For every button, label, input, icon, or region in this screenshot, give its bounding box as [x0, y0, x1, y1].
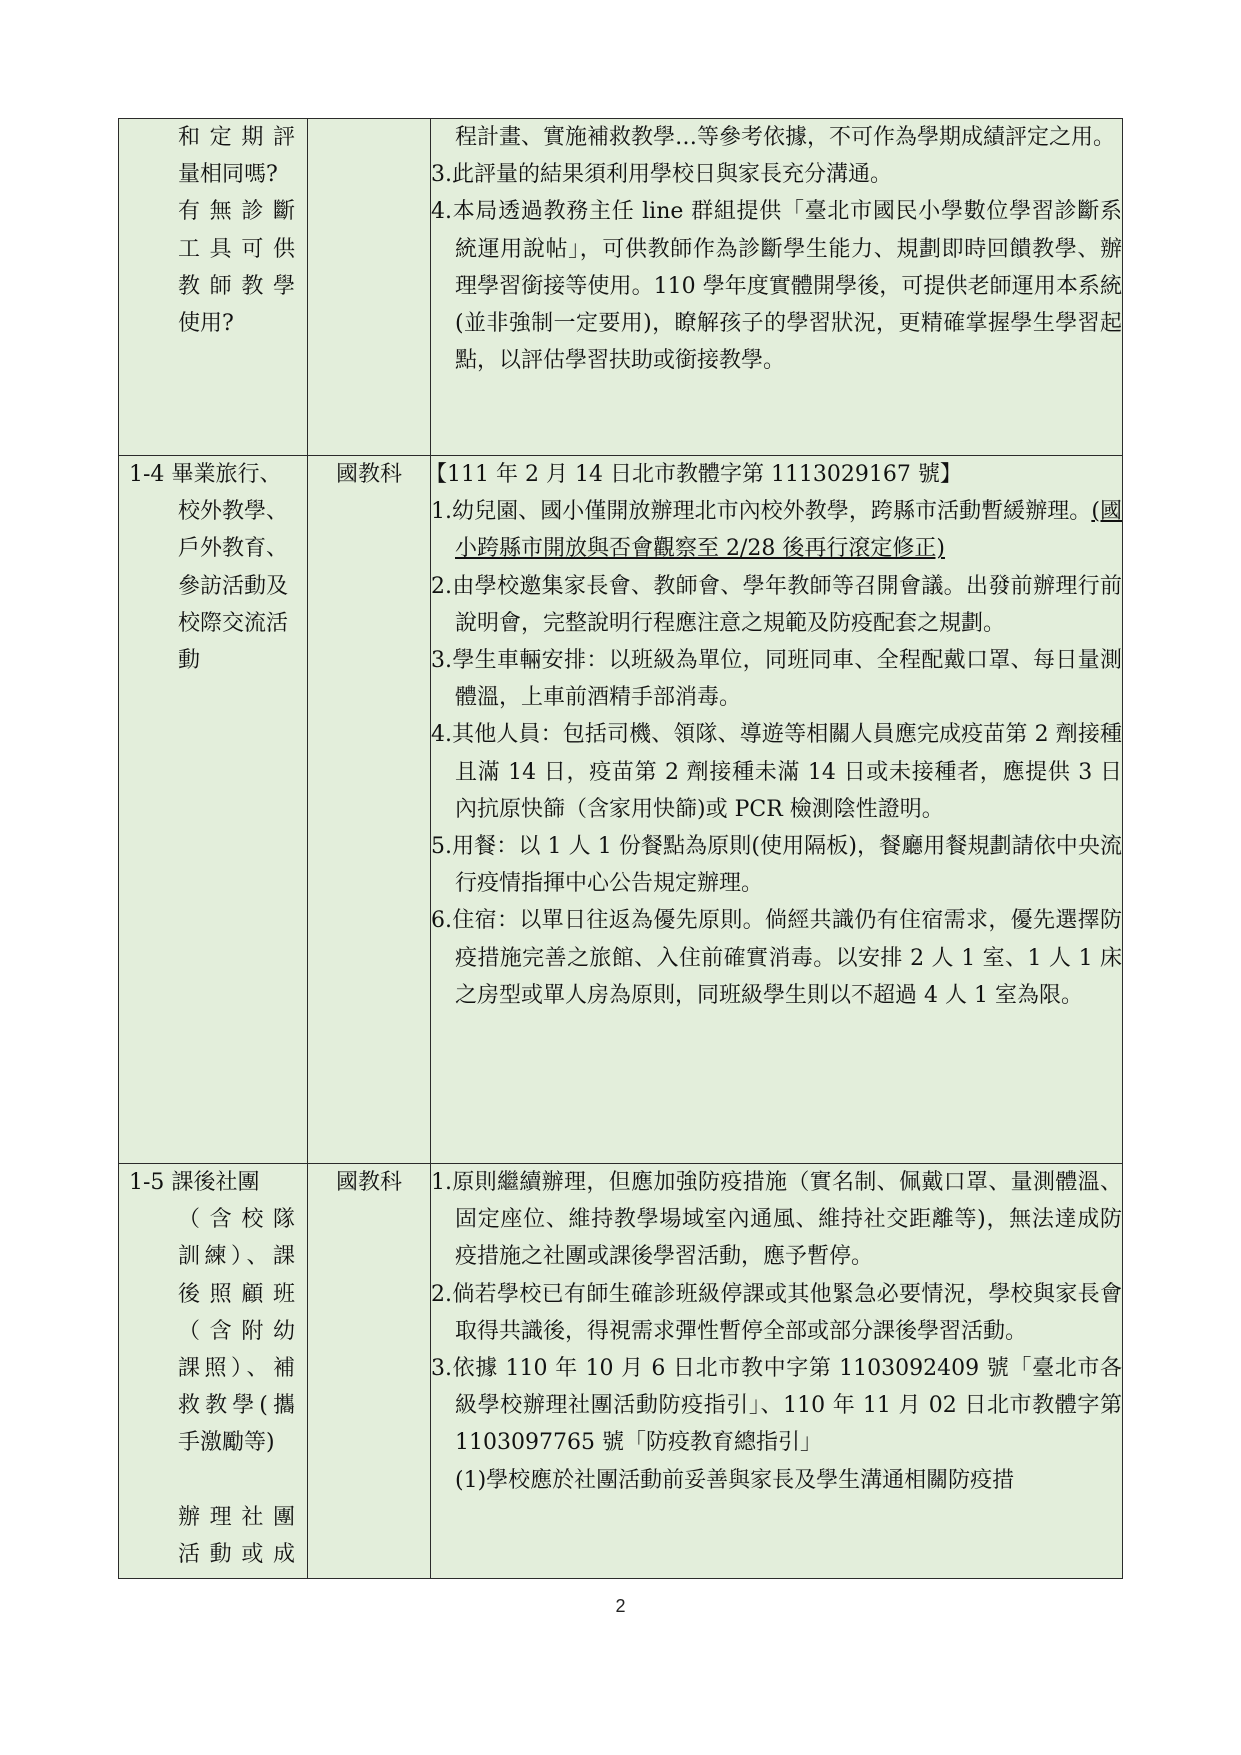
- topic-title: 課後社團: [171, 1170, 260, 1195]
- item-number: 1-5: [129, 1170, 165, 1195]
- topic-line: 辦理社團: [178, 1504, 295, 1530]
- list-item: 2.倘若學校已有師生確診班級停課或其他緊急必要情況，學校與家長會取得共識後，得視需求彈性暫停全部或部分課後學習活動。: [431, 1281, 1122, 1344]
- table-row: [119, 1164, 1123, 1579]
- topic-line: 有無診斷: [178, 199, 295, 225]
- topic-line: （含校隊: [178, 1207, 295, 1233]
- topic-line: 校外教學、: [178, 499, 289, 525]
- list-item: 3.依據 110 年 10 月 6 日北市教中字第 1103092409 號「臺北市各級學校辦理社團活動防疫指引」、110 年 11 月 02 日北市教體字第 1103097765 號「防疫教育總指引」: [431, 1356, 1122, 1456]
- topic-line: [119, 456, 307, 493]
- table-row: [119, 119, 1123, 456]
- content-cell: [431, 1164, 1123, 1579]
- topic-title: 畢業旅行、: [171, 462, 282, 487]
- department-cell: 國教科: [308, 456, 431, 1164]
- reference-document: 【111 年 2 月 14 日北市教體字第 1113029167 號】: [425, 462, 962, 487]
- item-number: 1-4: [129, 462, 165, 487]
- topic-line: 使用?: [178, 311, 234, 337]
- topic-line: 工具可供: [178, 236, 295, 262]
- topic-line: 戶外教育、: [178, 536, 289, 562]
- list-item: 6.住宿：以單日往返為優先原則。倘經共識仍有住宿需求，優先選擇防疫措施完善之旅館、入住前確實消毒。以安排 2 人 1 室、1 人 1 床之房型或單人房為原則，同班級學生則以不超過 4 人 1 室為限。: [431, 908, 1122, 1008]
- topic-line: 課照）、補: [178, 1356, 295, 1382]
- topic-line: 動: [178, 648, 201, 674]
- topic-line: 參訪活動及: [178, 573, 289, 599]
- topic-cell: [119, 1164, 308, 1579]
- topic-line: 教師教學: [178, 273, 295, 299]
- topic-line: 後照顧班: [178, 1281, 295, 1307]
- topic-line: 訓練）、課: [178, 1244, 295, 1270]
- content-continuation: 程計畫、實施補救教學…等參考依據，不可作為學期成績評定之用。: [455, 125, 1116, 150]
- content-cell: [431, 119, 1123, 456]
- department-cell: 國教科: [308, 1164, 431, 1579]
- topic-line: （含附幼: [178, 1318, 295, 1344]
- topic-cell: [119, 456, 308, 1164]
- sub-list-item: (1)學校應於社團活動前妥善與家長及學生溝通相關防疫措: [455, 1467, 1015, 1493]
- list-item: 3.此評量的結果須利用學校日與家長充分溝通。: [431, 162, 892, 188]
- list-item: 2.由學校邀集家長會、教師會、學年教師等召開會議。出發前辦理行前說明會，完整說明行程應注意之規範及防疫配套之規劃。: [431, 573, 1122, 636]
- list-item: 5.用餐：以 1 人 1 份餐點為原則(使用隔板)，餐廳用餐規劃請依中央流行疫情指揮中心公告規定辦理。: [431, 834, 1122, 897]
- list-item: [431, 493, 1122, 567]
- list-item: 3.學生車輛安排：以班級為單位，同班同車、全程配戴口罩、每日量測體溫，上車前酒精手部消毒。: [431, 648, 1122, 711]
- page-number: 2: [615, 1596, 626, 1616]
- topic-line: [119, 1462, 307, 1499]
- topic-line: [119, 1164, 307, 1201]
- underlined-note: (國小跨縣市開放與否會觀察至 2/28 後再行滾定修正): [455, 499, 1122, 562]
- content-cell: [425, 456, 1123, 1164]
- topic-line: 量相同嗎?: [178, 162, 278, 188]
- topic-line: 救教學(攜: [178, 1393, 295, 1419]
- list-item: 4.本局透過教務主任 line 群組提供「臺北市國民小學數位學習診斷系統運用說帖」，可供教師作為診斷學生能力、規劃即時回饋教學、辦理學習銜接等使用。110 學年度實體開學後，可提供老師運用本系統(並非強制一定要用)，瞭解孩子的學習狀況，更精確掌握學生學習起點，以評估學習扶助或銜接教學。: [431, 199, 1122, 374]
- topic-cell: [119, 119, 308, 456]
- topic-line: 手激勵等): [178, 1430, 275, 1456]
- list-item-text: 1.幼兒園、國小僅開放辦理北市內校外教學，跨縣市活動暫緩辦理。: [431, 499, 1092, 525]
- topic-line: 和定期評: [178, 125, 295, 150]
- list-item: 1.原則繼續辦理，但應加強防疫措施（實名制、佩戴口罩、量測體溫、固定座位、維持教學場域室內通風、維持社交距離等)，無法達成防疫措施之社團或課後學習活動，應予暫停。: [431, 1170, 1122, 1270]
- topic-line: 活動或成: [178, 1542, 295, 1568]
- department-cell: [308, 119, 431, 456]
- list-item: 4.其他人員：包括司機、領隊、導遊等相關人員應完成疫苗第 2 劑接種且滿 14 日，疫苗第 2 劑接種未滿 14 日或未接種者，應提供 3 日內抗原快篩（含家用快篩)或 PCR 檢測陰性證明。: [431, 722, 1122, 822]
- table-row: [119, 456, 1123, 1164]
- faq-table: [118, 118, 1123, 1579]
- topic-line: 校際交流活: [178, 610, 289, 636]
